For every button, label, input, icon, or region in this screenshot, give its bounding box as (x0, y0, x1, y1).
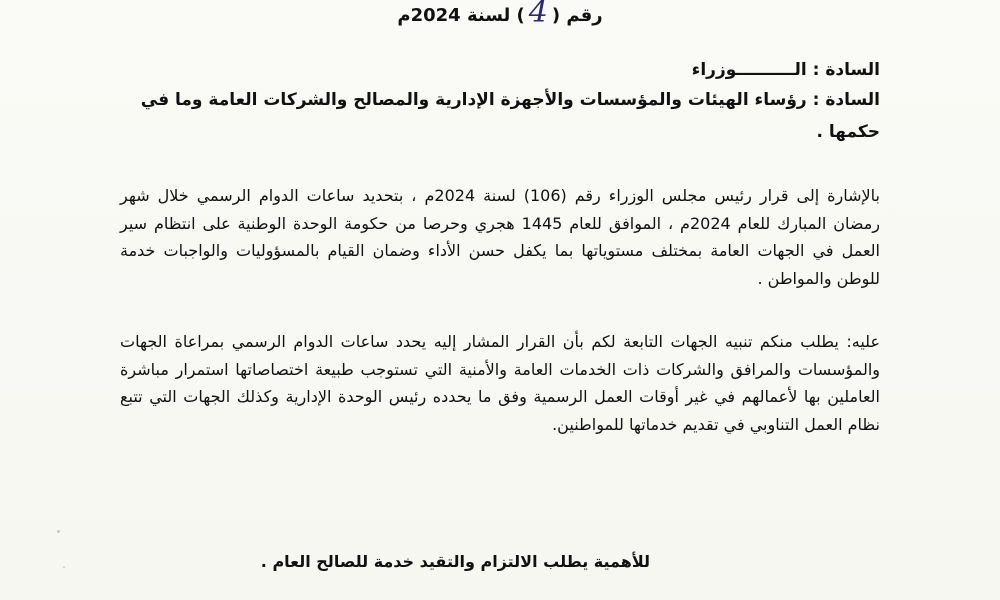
addressee-heads-continued: حكمها . (816, 122, 880, 142)
number-label: رقم ( (551, 4, 603, 26)
year-text: ) لسنة 2024م (397, 4, 525, 26)
handwritten-number: 4 (528, 0, 548, 30)
addressee-ministers: السادة : الــــــــــوزراء (691, 60, 880, 80)
scan-speck (63, 566, 65, 568)
body-paragraph-instruction: عليه: يطلب منكم تنبيه الجهات التابعة لكم بأن القرار المشار إليه يحدد ساعات الدوام الرسمي بمراعاة الجهات والمؤسسات والمرافق والشركات ذات الخدمات العامة والأمنية التي تستوجب طبيعة اختصاصاتها استمرار مباشرة العاملين بها لأعمالهم في غير أوقات العمل الرسمية وفق ما يحدده رئيس الوحدة الإدارية وكذلك الجهات التي تتبع نظام العمل التناوبي في تقديم خدماتها للمواطنين. (120, 332, 880, 434)
closing-statement: للأهمية يطلب الالتزام والتقيد خدمة للصالح العام . (260, 552, 650, 571)
addressee-heads: السادة : رؤساء الهيئات والمؤسسات والأجهزة الإدارية والمصالح والشركات العامة وما في (140, 90, 880, 110)
body-paragraph-reference: بالإشارة إلى قرار رئيس مجلس الوزراء رقم (106) لسنة 2024م ، بتحديد ساعات الدوام الرسمي خلال شهر رمضان المبارك للعام 2024م ، الموافق للعام 1445 هجري وحرصا من حكومة الوحدة الوطنية على انتظام سير العمل في الجهات العامة بمختلف مستوياتها بما يكفل حسن الأداء وضمان القيام بالمسؤوليات والواجبات خدمة للوطن والمواطن . (120, 186, 881, 288)
scan-speck (57, 530, 60, 533)
reference-number-line (300, 0, 700, 30)
